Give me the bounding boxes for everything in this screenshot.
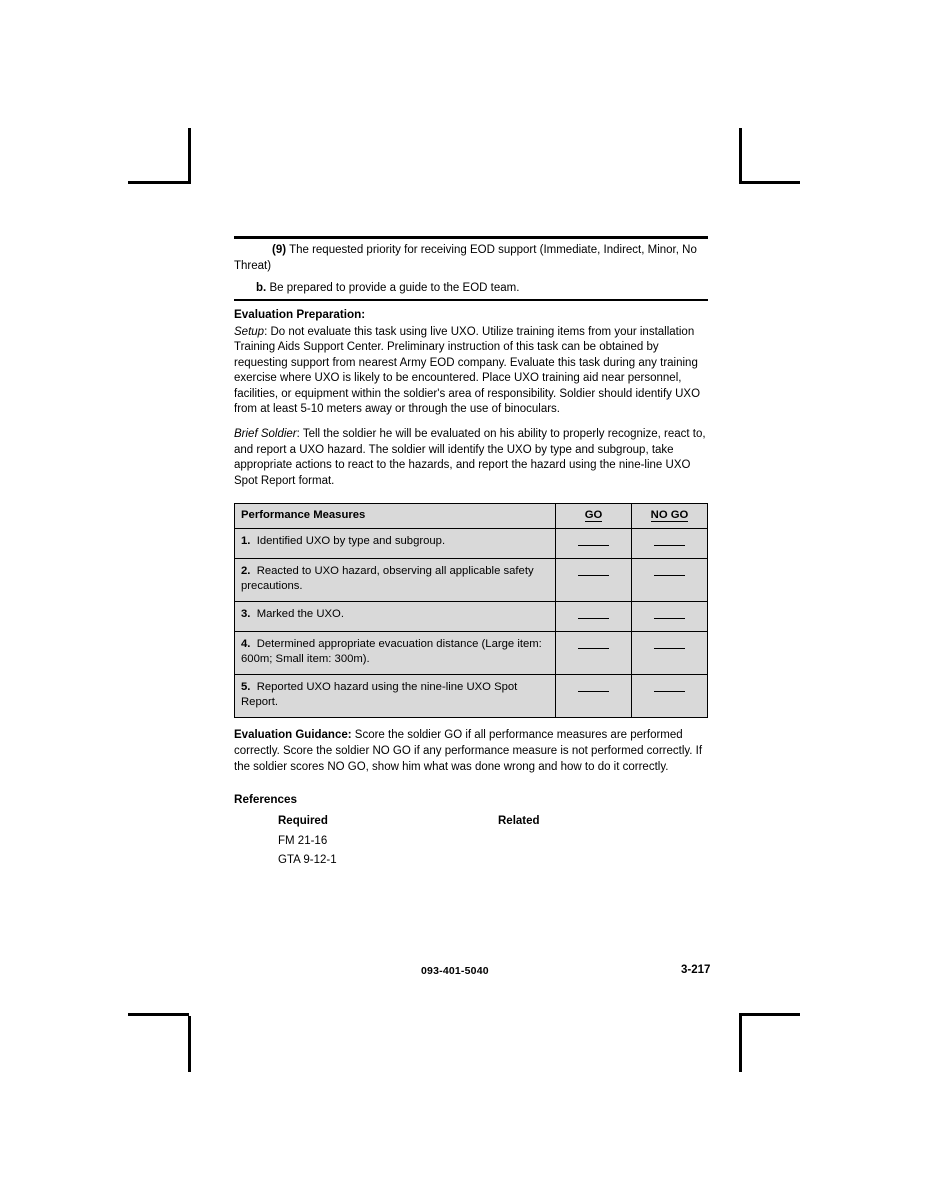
go-blank-line (578, 607, 609, 619)
header-go-label: GO (584, 509, 603, 522)
go-checkbox-cell[interactable] (556, 602, 632, 632)
crop-mark-top-left-vertical (188, 128, 191, 184)
measure-text: Determined appropriate evacuation distance (Large item: 600m; Small item: 300m). (241, 638, 542, 666)
references-columns (278, 812, 708, 871)
reference-item: GTA 9-12-1 (278, 854, 337, 867)
required-column-header: Required (278, 815, 328, 828)
no-go-checkbox-cell[interactable] (632, 675, 708, 718)
table-row (235, 632, 708, 675)
header-no-go-label: NO GO (650, 509, 689, 522)
evaluation-guidance-text: Score the soldier GO if all performance measures are performed correctly. Score the soldier NO GO if any performance measure is not performed correctly. If the soldier scores NO GO, show him what was done wrong and how to do it correctly. (234, 729, 703, 773)
no-go-checkbox-cell[interactable] (632, 529, 708, 559)
measure-cell (235, 602, 556, 632)
references-title: References (234, 793, 298, 807)
performance-measures-table (234, 503, 708, 718)
footer-task-number: 093-401-5040 (421, 965, 489, 977)
measure-text: Reported UXO hazard using the nine-line UXO Spot Report. (241, 681, 518, 709)
reference-item: FM 21-16 (278, 834, 328, 847)
measure-number: 5. (241, 681, 251, 694)
measure-number: 3. (241, 608, 251, 621)
no-go-blank-line (654, 637, 685, 649)
no-go-checkbox-cell[interactable] (632, 632, 708, 675)
go-checkbox-cell[interactable] (556, 529, 632, 559)
measure-text: Reacted to UXO hazard, observing all applicable safety precautions. (241, 565, 534, 593)
related-column-header: Related (498, 815, 540, 828)
no-go-blank-line (654, 534, 685, 546)
evaluation-preparation-heading: Evaluation Preparation: (234, 307, 366, 321)
go-checkbox-cell[interactable] (556, 632, 632, 675)
footer-page-number: 3-217 (681, 964, 711, 976)
crop-mark-bottom-left-horizontal (128, 1013, 189, 1016)
evaluation-preparation-brief-soldier (234, 427, 708, 489)
crop-mark-top-right-horizontal (739, 181, 800, 184)
measure-text: Marked the UXO. (256, 608, 344, 621)
crop-mark-top-left-horizontal (128, 181, 189, 184)
table-row (235, 529, 708, 559)
setup-text: : Do not evaluate this task using live UXO. Utilize training items from your installation Training Aids Support Center. Preliminary instruction of this task can be obtained by requesting support from nearest Army EOD company. Evaluate this task during any training exercise where UXO is likely to be encountered. Place UXO training aid near personnel, facilities, or equipment within the soldier's area of responsibility. Soldier should identify UXO from at least 5-10 meters away or through the use of binoculars. (234, 325, 701, 416)
page-content (234, 236, 708, 871)
task-step-9-label: (9) (272, 244, 287, 256)
table-row (235, 675, 708, 718)
crop-mark-top-right-vertical (739, 128, 742, 184)
no-go-checkbox-cell[interactable] (632, 602, 708, 632)
brief-soldier-text: : Tell the soldier he will be evaluated on his ability to properly recognize, react to, and report a UXO hazard. The soldier will identify the UXO by type and subgroup, take appropriate actions to react to the hazards, and report the hazard using the nine-line UXO Spot Report format. (234, 428, 706, 487)
task-step-b-label: b. (256, 282, 267, 294)
task-step-b-text: Be prepared to provide a guide to the EOD team. (269, 282, 520, 294)
go-blank-line (578, 534, 609, 546)
mid-rule (234, 299, 708, 301)
go-checkbox-cell[interactable] (556, 675, 632, 718)
task-step-9-text: The requested priority for receiving EOD support (Immediate, Indirect, Minor, No Threat) (234, 244, 697, 272)
go-blank-line (578, 680, 609, 692)
measure-number: 1. (241, 535, 251, 548)
crop-mark-bottom-right-vertical (739, 1016, 742, 1072)
brief-soldier-lead: Brief Soldier (234, 428, 297, 441)
no-go-blank-line (654, 680, 685, 692)
evaluation-preparation-setup (234, 325, 708, 419)
no-go-blank-line (654, 607, 685, 619)
references-header-row (278, 812, 708, 832)
go-blank-line (578, 637, 609, 649)
measure-text: Identified UXO by type and subgroup. (256, 535, 446, 548)
crop-mark-bottom-right-horizontal (739, 1013, 800, 1016)
evaluation-guidance-heading: Evaluation Guidance: (234, 729, 352, 742)
table-row (235, 602, 708, 632)
measure-cell (235, 632, 556, 675)
evaluation-guidance (234, 728, 708, 775)
table-header-row (235, 504, 708, 529)
header-performance-measures: Performance Measures (235, 504, 556, 529)
header-no-go (632, 504, 708, 529)
measure-number: 2. (241, 565, 251, 578)
header-go (556, 504, 632, 529)
go-blank-line (578, 564, 609, 576)
no-go-blank-line (654, 564, 685, 576)
setup-lead: Setup (234, 325, 265, 338)
measure-cell (235, 559, 556, 602)
no-go-checkbox-cell[interactable] (632, 559, 708, 602)
table-row (235, 559, 708, 602)
measure-cell (235, 675, 556, 718)
crop-mark-bottom-left-vertical (188, 1016, 191, 1072)
task-step-b (234, 277, 708, 299)
measure-number: 4. (241, 638, 251, 651)
go-checkbox-cell[interactable] (556, 559, 632, 602)
task-step-9 (234, 239, 708, 277)
measure-cell (235, 529, 556, 559)
